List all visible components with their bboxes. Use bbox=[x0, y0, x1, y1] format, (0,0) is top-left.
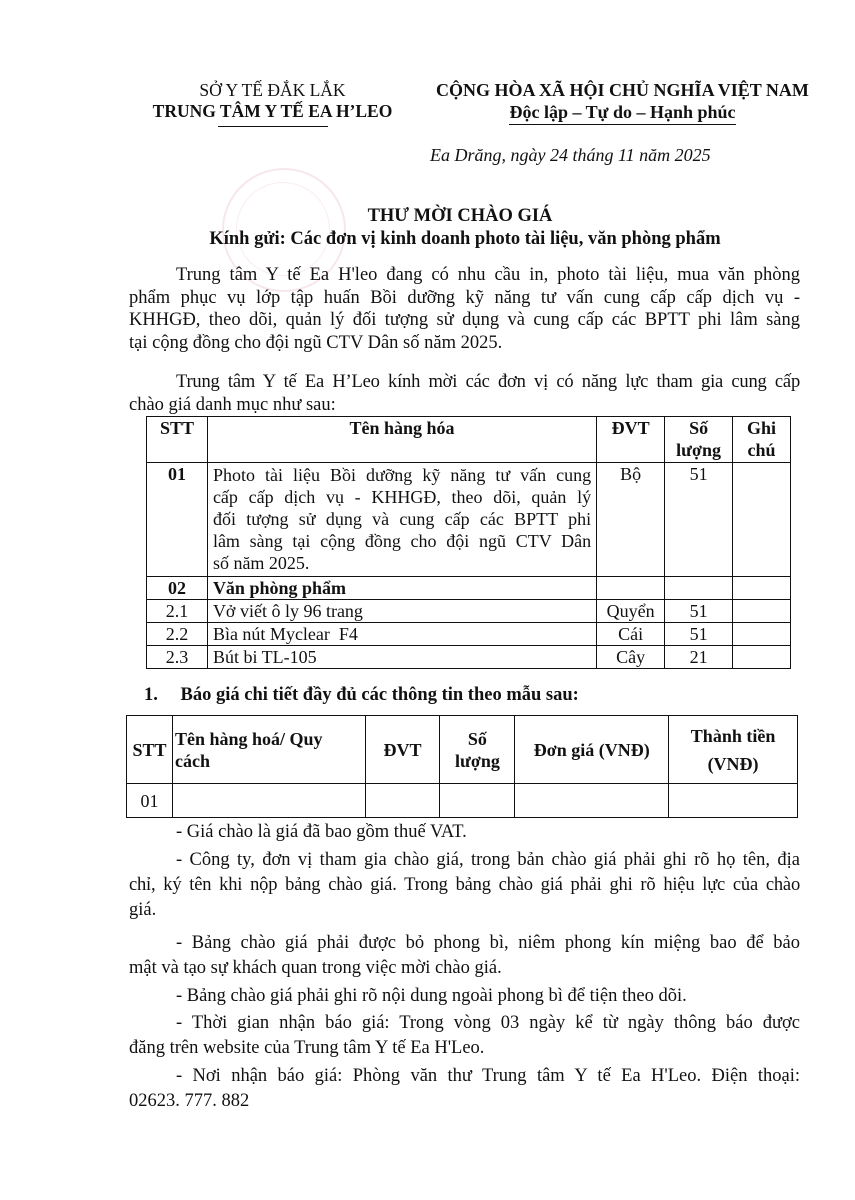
quote-header-qty-line1: Số bbox=[467, 728, 487, 749]
table-row bbox=[147, 463, 791, 577]
section-1-number: 1. bbox=[144, 685, 158, 705]
invite-paragraph bbox=[129, 371, 800, 416]
row-qty: 51 bbox=[665, 600, 733, 623]
row-name: Văn phòng phẩm bbox=[207, 577, 596, 600]
note-line: mật và tạo sự khách quan trong việc mời chào giá. bbox=[129, 958, 502, 978]
row-name: Vở viết ô ly 96 trang bbox=[207, 600, 596, 623]
row-note bbox=[733, 646, 791, 669]
header-qty bbox=[665, 417, 733, 463]
table-row bbox=[147, 646, 791, 669]
row-qty: 51 bbox=[665, 623, 733, 646]
goods-table bbox=[146, 416, 791, 669]
header-name: Tên hàng hóa bbox=[207, 417, 596, 463]
goods-table-header bbox=[147, 417, 791, 463]
quote-row-total bbox=[669, 784, 798, 818]
quote-header-total-line1: Thành tiền bbox=[690, 725, 776, 746]
quote-header-price: Đơn giá (VNĐ) bbox=[515, 716, 669, 784]
quote-row-price bbox=[515, 784, 669, 818]
note-line: - Bảng chào giá phải được bỏ phong bì, niêm phong kín miệng bao để bảo bbox=[176, 933, 800, 953]
quote-table-header bbox=[127, 716, 798, 784]
org-underline bbox=[218, 126, 328, 127]
quote-row-unit bbox=[365, 784, 440, 818]
header-note-line1: Ghi bbox=[747, 418, 777, 438]
org-name: TRUNG TÂM Y TẾ EA H’LEO bbox=[152, 101, 393, 121]
quote-header-qty bbox=[440, 716, 515, 784]
country-name: CỘNG HÒA XÃ HỘI CHỦ NGHĨA VIỆT NAM bbox=[436, 80, 809, 100]
row-stt: 01 bbox=[147, 463, 208, 577]
note-line: - Bảng chào giá phải ghi rõ nội dung ngoài phong bì để tiện theo dõi. bbox=[176, 986, 687, 1006]
note-line: - Nơi nhận báo giá: Phòng văn thư Trung tâm Y tế Ea H'Leo. Điện thoại: bbox=[176, 1066, 800, 1086]
row-note bbox=[733, 600, 791, 623]
header-qty-line1: Số bbox=[689, 418, 709, 438]
quote-header-name-line2: cách bbox=[174, 750, 210, 771]
row-stt: 02 bbox=[147, 577, 208, 600]
date-line: Ea Drăng, ngày 24 tháng 11 năm 2025 bbox=[430, 145, 711, 165]
row-name bbox=[207, 463, 596, 577]
note-line: 02623. 777. 882 bbox=[129, 1091, 250, 1111]
row-note bbox=[733, 577, 791, 600]
quote-row-stt: 01 bbox=[127, 784, 173, 818]
row-stt: 2.2 bbox=[147, 623, 208, 646]
row-name-line: Photo tài liệu Bồi dưỡng kỹ năng tư vấn cung bbox=[212, 465, 592, 485]
header-qty-line2: lượng bbox=[676, 440, 721, 460]
note-line: - Công ty, đơn vị tham gia chào giá, trong bản chào giá phải ghi rõ họ tên, địa bbox=[176, 850, 800, 870]
row-stt: 2.3 bbox=[147, 646, 208, 669]
org-parent: SỞ Y TẾ ĐẮK LẮK bbox=[199, 80, 346, 100]
row-qty: 51 bbox=[665, 463, 733, 577]
row-stt: 2.1 bbox=[147, 600, 208, 623]
notes bbox=[129, 820, 800, 1114]
table-row bbox=[147, 577, 791, 600]
intro-line: phẩm phục vụ lớp tập huấn Bồi dưỡng kỹ năng tư vấn cung cấp cấp dịch vụ - bbox=[129, 287, 800, 308]
quote-header-total bbox=[669, 716, 798, 784]
row-note bbox=[733, 623, 791, 646]
row-name: Bìa nút Myclear F4 bbox=[207, 623, 596, 646]
section-1-heading bbox=[144, 685, 579, 706]
row-note bbox=[733, 463, 791, 577]
intro-paragraph bbox=[129, 264, 800, 354]
note-line: - Giá chào là giá đã bao gồm thuế VAT. bbox=[176, 822, 467, 842]
header-note-line2: chú bbox=[747, 440, 776, 460]
quote-template-table bbox=[126, 715, 798, 818]
intro-line: KHHGĐ, theo dõi, quản lý đối tượng sử dụng và cung cấp các BPTT phi lâm sàng bbox=[129, 310, 800, 330]
invite-line: chào giá danh mục như sau: bbox=[129, 394, 336, 415]
row-qty: 21 bbox=[665, 646, 733, 669]
table-row bbox=[127, 784, 798, 818]
recipient-line: Kính gửi: Các đơn vị kinh doanh photo tài liệu, văn phòng phẩm bbox=[209, 229, 721, 249]
quote-header-unit: ĐVT bbox=[365, 716, 440, 784]
row-unit: Bộ bbox=[597, 463, 665, 577]
quote-header-qty-line2: lượng bbox=[455, 750, 500, 771]
header-right bbox=[415, 79, 830, 123]
note-line: giá. bbox=[129, 900, 157, 920]
intro-line: tại cộng đồng cho đội ngũ CTV Dân số năm 2025. bbox=[129, 332, 503, 353]
quote-header-name-line1: Tên hàng hoá/ Quy bbox=[174, 728, 323, 749]
document-title: THƯ MỜI CHÀO GIÁ bbox=[367, 206, 553, 226]
note-line: - Thời gian nhận báo giá: Trong vòng 03 ngày kể từ ngày thông báo được bbox=[176, 1013, 800, 1033]
row-unit: Quyển bbox=[597, 600, 665, 623]
row-qty bbox=[665, 577, 733, 600]
quote-row-name bbox=[172, 784, 365, 818]
header-stt: STT bbox=[147, 417, 208, 463]
header-unit: ĐVT bbox=[597, 417, 665, 463]
row-name-line: số năm 2025. bbox=[212, 553, 310, 573]
header-note bbox=[733, 417, 791, 463]
table-row bbox=[147, 600, 791, 623]
header-left bbox=[130, 80, 415, 127]
quote-header-total-line2: (VNĐ) bbox=[707, 753, 759, 774]
motto bbox=[415, 101, 830, 123]
row-unit: Cây bbox=[597, 646, 665, 669]
row-name-line: đối tượng sử dụng và cung cấp các BPTT phi bbox=[212, 509, 592, 529]
row-name-line: lâm sàng tại cộng đồng cho đội ngũ CTV Dân bbox=[212, 531, 592, 551]
row-unit bbox=[597, 577, 665, 600]
invite-line: Trung tâm Y tế Ea H’Leo kính mời các đơn vị có năng lực tham gia cung cấp bbox=[176, 372, 800, 392]
quote-row-qty bbox=[440, 784, 515, 818]
table-row bbox=[147, 623, 791, 646]
motto-text: Độc lập – Tự do – Hạnh phúc bbox=[509, 102, 735, 125]
note-line: chỉ, ký tên khi nộp bảng chào giá. Trong bảng chào giá phải ghi rõ hiệu lực của chào bbox=[129, 875, 800, 895]
row-name-line: cấp cấp dịch vụ - KHHGĐ, theo dõi, quản lý bbox=[212, 487, 592, 507]
intro-line: Trung tâm Y tế Ea H'leo đang có nhu cầu in, photo tài liệu, mua văn phòng bbox=[176, 265, 800, 285]
quote-header-name bbox=[172, 716, 365, 784]
quote-header-stt: STT bbox=[127, 716, 173, 784]
row-unit: Cái bbox=[597, 623, 665, 646]
row-name: Bút bi TL-105 bbox=[207, 646, 596, 669]
section-1-title: Báo giá chi tiết đầy đủ các thông tin theo mẫu sau: bbox=[180, 685, 579, 705]
note-line: đăng trên website của Trung tâm Y tế Ea H'Leo. bbox=[129, 1038, 485, 1058]
